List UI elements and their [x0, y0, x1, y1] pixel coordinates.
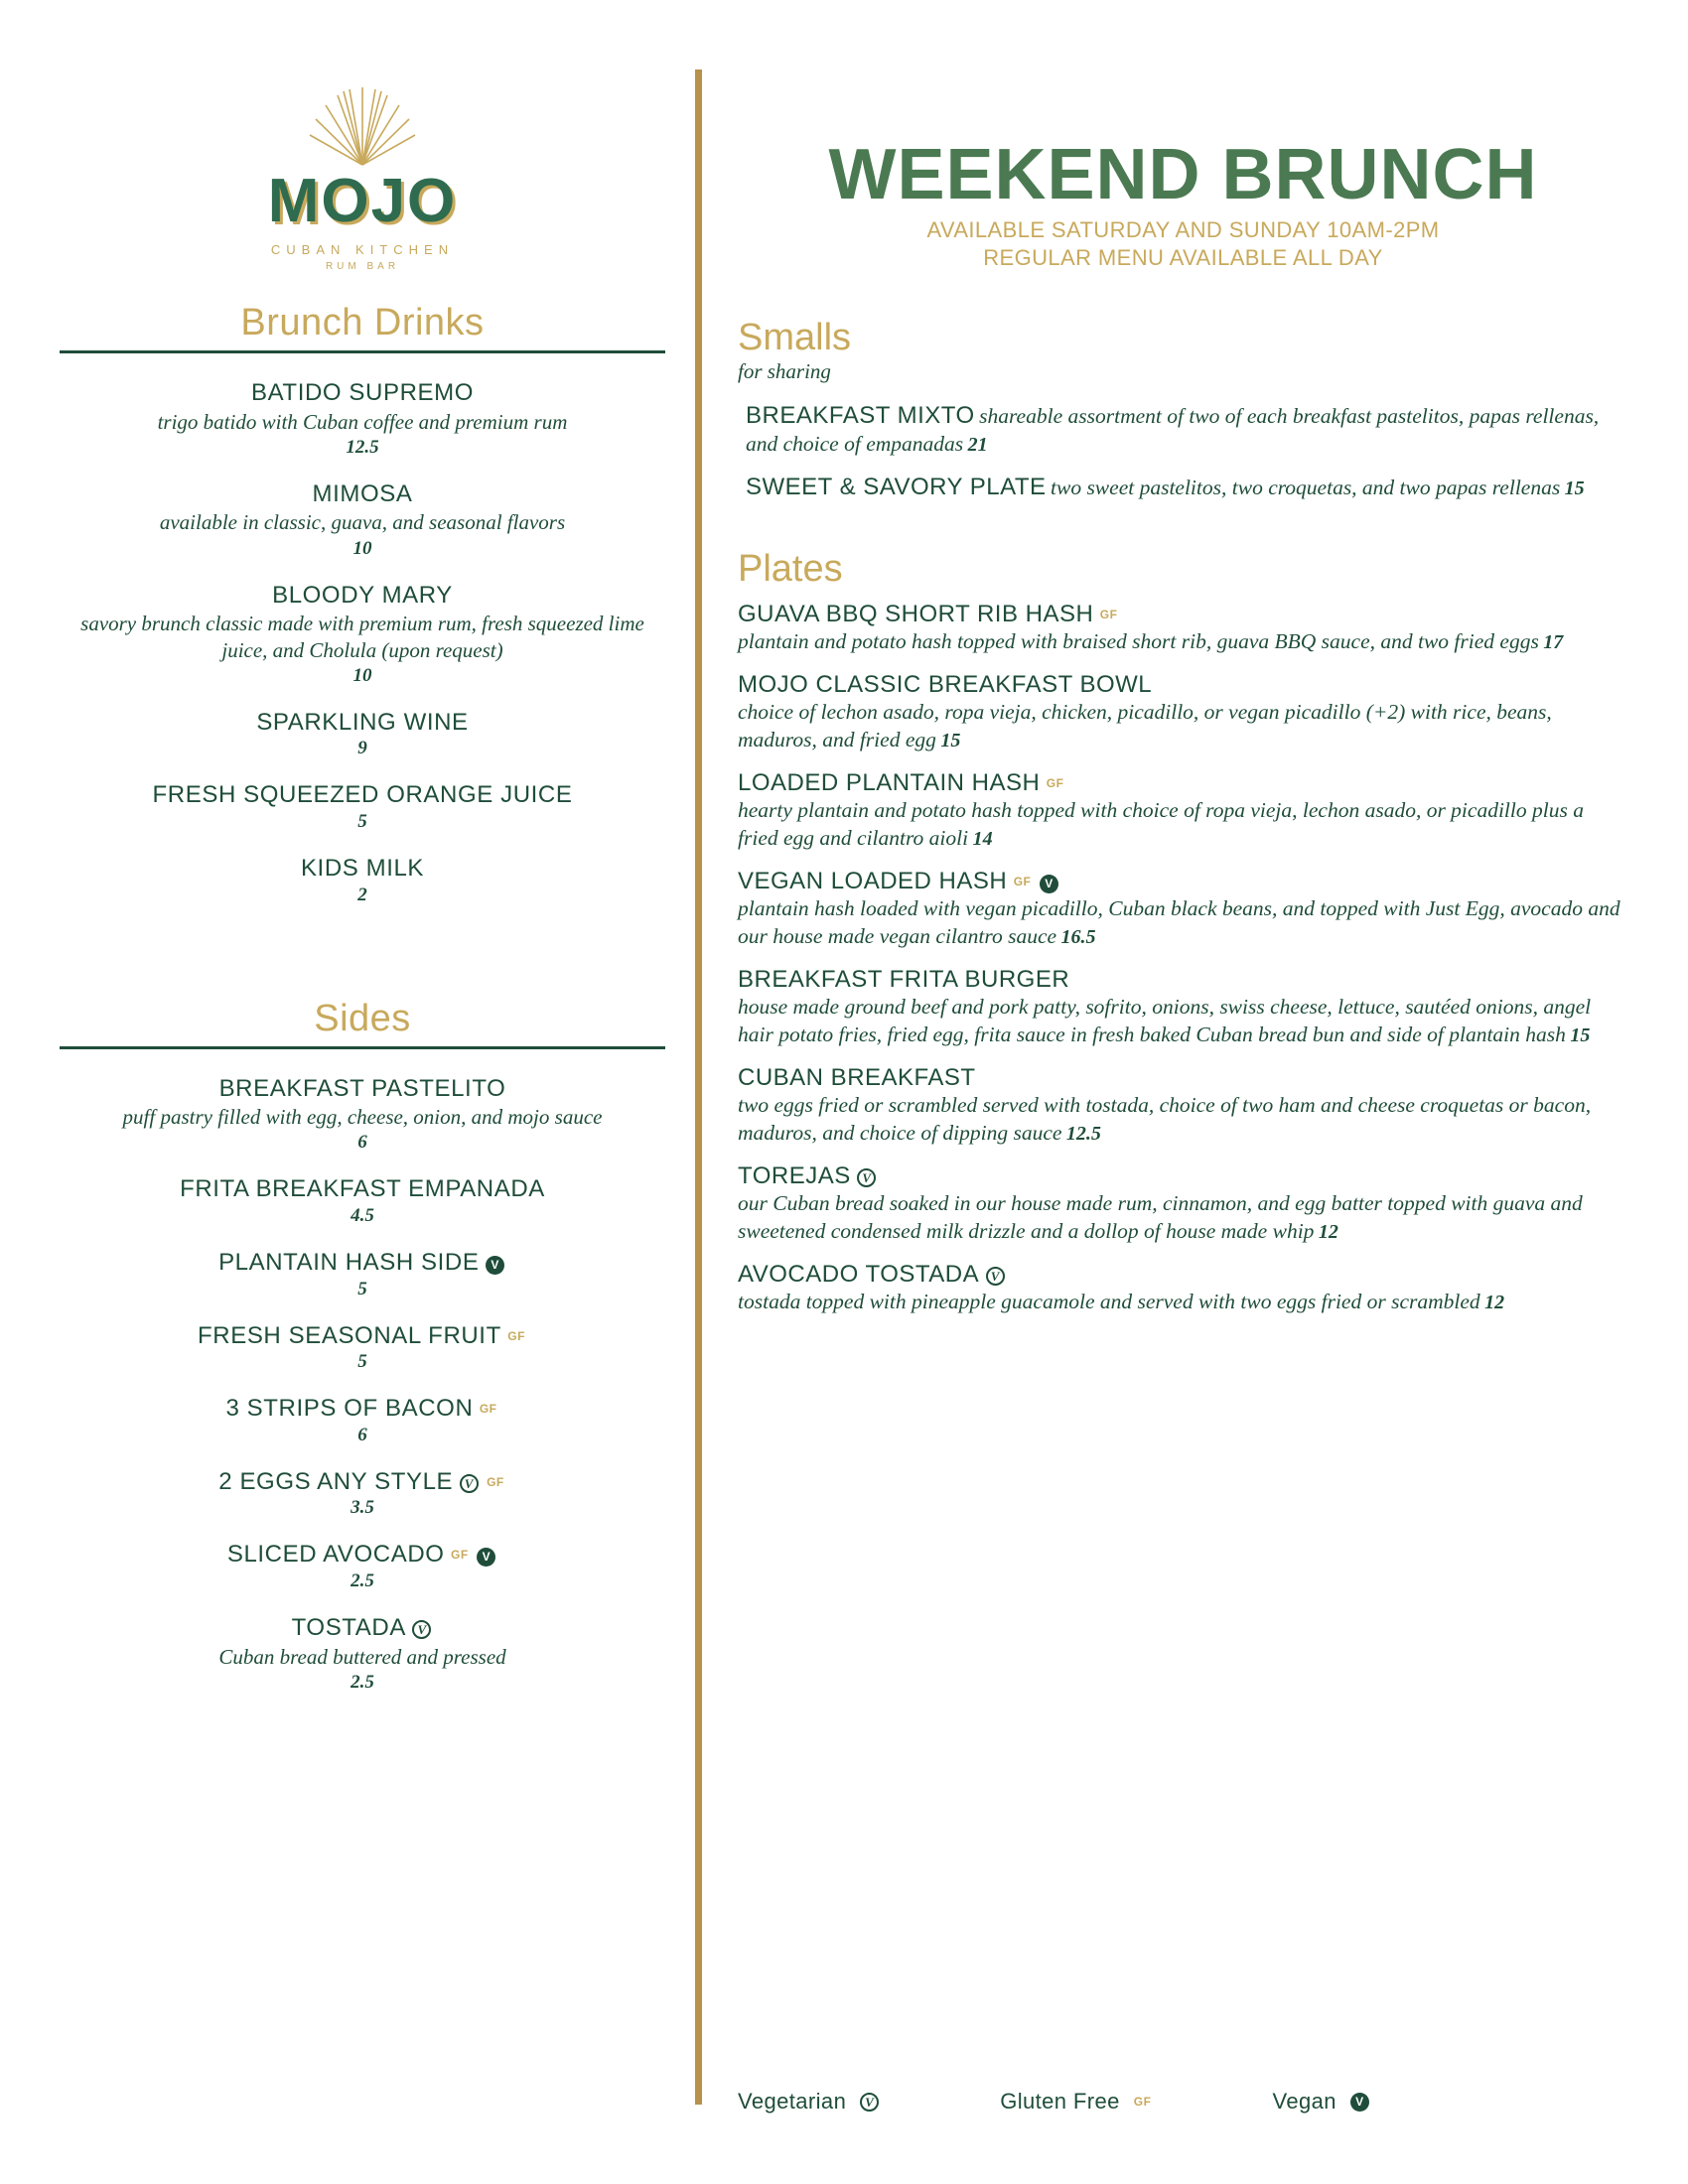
sides-list — [60, 1075, 665, 1694]
section-divider — [60, 1046, 665, 1049]
item-price: 4.5 — [351, 1205, 374, 1226]
list-item — [60, 1614, 665, 1694]
item-name: SPARKLING WINE — [256, 708, 469, 736]
item-name: PLANTAIN HASH SIDE — [218, 1249, 480, 1276]
item-name: BREAKFAST PASTELITO — [218, 1074, 506, 1102]
vegan-icon: V — [486, 1256, 504, 1275]
legend-vegetarian — [738, 2089, 881, 2115]
item-description: available in classic, guava, and seasonal flavors — [159, 510, 566, 535]
gluten-free-icon: GF — [1099, 607, 1118, 621]
item-price: 9 — [357, 738, 367, 759]
subtitle-line-1: AVAILABLE SATURDAY AND SUNDAY 10AM-2PM — [926, 217, 1440, 242]
vegan-icon: V — [1040, 875, 1058, 893]
item-description: hearty plantain and potato hash topped with choice of ropa vieja, lechon asado, or picadillo plus a fried egg and cilantro aioli — [738, 798, 1584, 850]
plates-list — [738, 601, 1628, 1316]
list-item — [738, 671, 1628, 753]
section-title-brunch-drinks: Brunch Drinks — [240, 302, 485, 343]
item-description: tostada topped with pineapple guacamole and served with two eggs fried or scrambled — [738, 1290, 1480, 1314]
item-name: BREAKFAST FRITA BURGER — [738, 966, 1070, 994]
item-name: GUAVA BBQ SHORT RIB HASH — [738, 600, 1094, 627]
section-subtitle-smalls: for sharing — [738, 359, 831, 383]
list-item — [60, 1249, 665, 1300]
item-description: our Cuban bread soaked in our house made rum, cinnamon, and egg batter topped with guava and sweetened condensed milk drizzle and a dollop of house made whip — [738, 1191, 1583, 1243]
item-price: 21 — [967, 433, 988, 456]
vegetarian-icon: V — [860, 2093, 879, 2112]
item-description: puff pastry filled with egg, cheese, onion, and mojo sauce — [122, 1105, 603, 1130]
gluten-free-icon: GF — [451, 1548, 469, 1563]
gluten-free-icon: GF — [1133, 2095, 1152, 2109]
list-item — [60, 1395, 665, 1446]
vegan-icon: V — [1350, 2093, 1369, 2112]
list-item — [738, 868, 1628, 950]
item-name: TOREJAS — [738, 1162, 851, 1190]
section-title-smalls: Smalls — [738, 317, 852, 358]
list-item — [60, 1075, 665, 1155]
list-item — [60, 781, 665, 833]
item-price: 12 — [1484, 1292, 1505, 1314]
brunch-drinks-list — [60, 379, 665, 906]
vegetarian-icon: V — [460, 1474, 479, 1493]
item-name: 3 STRIPS OF BACON — [225, 1395, 474, 1423]
legend-label: Gluten Free — [1000, 2089, 1120, 2114]
list-item — [60, 1468, 665, 1520]
vegan-icon: V — [477, 1548, 495, 1567]
item-name: LOADED PLANTAIN HASH — [738, 769, 1041, 797]
legend-label: Vegetarian — [738, 2089, 847, 2114]
item-price: 10 — [352, 537, 372, 559]
brand-logo — [60, 69, 665, 272]
page-title: WEEKEND BRUNCH — [828, 135, 1538, 214]
item-name: VEGAN LOADED HASH — [738, 868, 1008, 895]
item-description: savory brunch classic made with premium rum, fresh squeezed lime juice, and Cholula (upon request) — [80, 612, 644, 662]
page-subtitle — [738, 216, 1628, 271]
smalls-list — [738, 402, 1628, 502]
item-price: 16.5 — [1060, 925, 1096, 948]
list-item — [60, 709, 665, 760]
item-name: BATIDO SUPREMO — [251, 379, 474, 406]
item-price: 10 — [352, 664, 372, 686]
item-description: shareable assortment of two of each breakfast pastelitos, papas rellenas, and choice of empanadas — [746, 404, 1600, 456]
subtitle-line-2: REGULAR MENU AVAILABLE ALL DAY — [983, 244, 1383, 270]
vegetarian-icon: V — [412, 1620, 431, 1639]
item-price: 6 — [357, 1424, 367, 1445]
item-price: 15 — [1570, 1024, 1591, 1046]
item-price: 12.5 — [1065, 1122, 1101, 1145]
brand-tagline: CUBAN KITCHEN — [270, 242, 455, 257]
list-item — [60, 480, 665, 560]
item-price: 5 — [357, 810, 367, 832]
item-price: 3.5 — [351, 1497, 374, 1519]
vertical-divider — [695, 69, 702, 2105]
list-item — [746, 474, 1628, 502]
item-name: MOJO CLASSIC BREAKFAST BOWL — [738, 671, 1153, 699]
list-item — [60, 855, 665, 906]
item-name: AVOCADO TOSTADA — [738, 1261, 980, 1289]
gluten-free-icon: GF — [487, 1474, 504, 1489]
item-name: FRITA BREAKFAST EMPANADA — [180, 1175, 545, 1203]
section-title-sides: Sides — [314, 997, 411, 1039]
list-item — [738, 1261, 1628, 1316]
vegetarian-icon: V — [986, 1267, 1005, 1286]
item-price: 5 — [357, 1278, 367, 1299]
item-description: trigo batido with Cuban coffee and premium rum — [157, 409, 568, 434]
item-price: 5 — [357, 1351, 367, 1373]
item-price: 15 — [940, 729, 961, 751]
list-item — [60, 1541, 665, 1592]
section-title-plates: Plates — [738, 547, 843, 590]
item-price: 17 — [1543, 630, 1564, 653]
list-item — [738, 1064, 1628, 1147]
item-price: 15 — [1564, 478, 1585, 500]
item-description: two eggs fried or scrambled served with tostada, choice of two ham and cheese croquetas or bacon, maduros, and choice of dipping sauce — [738, 1093, 1592, 1145]
item-description: plantain hash loaded with vegan picadillo, Cuban black beans, and topped with Just Egg, avocado and our house made vegan cilantro sauce — [738, 896, 1620, 948]
item-price: 12 — [1318, 1220, 1338, 1243]
item-price: 2.5 — [351, 1570, 374, 1591]
item-name: FRESH SQUEEZED ORANGE JUICE — [152, 781, 573, 809]
list-item — [746, 402, 1628, 458]
item-name: FRESH SEASONAL FRUIT — [198, 1321, 501, 1349]
list-item — [60, 379, 665, 459]
legend-gluten-free — [1000, 2089, 1153, 2115]
item-price: 12.5 — [346, 436, 379, 458]
item-name: SWEET & SAVORY PLATE — [746, 474, 1047, 501]
spacer — [60, 928, 665, 998]
gluten-free-icon: GF — [1013, 875, 1032, 889]
legend — [738, 2089, 1628, 2115]
item-description: choice of lechon asado, ropa vieja, chicken, picadillo, or vegan picadillo (+2) with rice, beans, maduros, and fried egg — [738, 700, 1552, 751]
section-divider — [60, 350, 665, 353]
gluten-free-icon: GF — [507, 1328, 525, 1343]
item-name: KIDS MILK — [300, 854, 425, 882]
legend-vegan — [1272, 2089, 1370, 2115]
item-name: TOSTADA — [291, 1613, 406, 1641]
list-item — [60, 582, 665, 687]
left-column — [40, 60, 685, 2144]
legend-label: Vegan — [1272, 2089, 1336, 2114]
list-item — [738, 601, 1628, 656]
item-description: plantain and potato hash topped with braised short rib, guava BBQ sauce, and two fried eggs — [738, 628, 1539, 653]
item-price: 2 — [357, 884, 367, 905]
vegetarian-icon: V — [857, 1168, 876, 1187]
item-name: MIMOSA — [312, 479, 413, 507]
list-item — [738, 769, 1628, 852]
list-item — [60, 1175, 665, 1227]
item-name: BLOODY MARY — [272, 581, 453, 609]
item-description: two sweet pastelitos, two croquetas, and two papas rellenas — [1051, 476, 1561, 500]
item-price: 2.5 — [351, 1671, 374, 1693]
palm-fan-icon — [288, 69, 437, 169]
right-column — [738, 60, 1648, 2144]
list-item — [60, 1322, 665, 1374]
item-name: BREAKFAST MIXTO — [746, 402, 975, 429]
item-price: 14 — [972, 827, 993, 850]
item-description: Cuban bread buttered and pressed — [218, 1644, 506, 1669]
gluten-free-icon: GF — [479, 1402, 497, 1417]
brand-tagline-secondary: RUM BAR — [325, 261, 400, 272]
item-name: 2 EGGS ANY STYLE — [218, 1467, 454, 1495]
gluten-free-icon: GF — [1046, 776, 1064, 791]
item-name: CUBAN BREAKFAST — [738, 1064, 976, 1092]
list-item — [738, 966, 1628, 1048]
list-item — [738, 1162, 1628, 1245]
item-price: 6 — [357, 1132, 367, 1154]
item-description: house made ground beef and pork patty, sofrito, onions, swiss cheese, lettuce, sautéed onions, angel hair potato fries, fried egg, frita sauce in fresh baked Cuban bread bun and side of plantain hash — [738, 995, 1592, 1046]
brand-wordmark: MOJO — [267, 167, 458, 235]
item-name: SLICED AVOCADO — [226, 1541, 445, 1569]
